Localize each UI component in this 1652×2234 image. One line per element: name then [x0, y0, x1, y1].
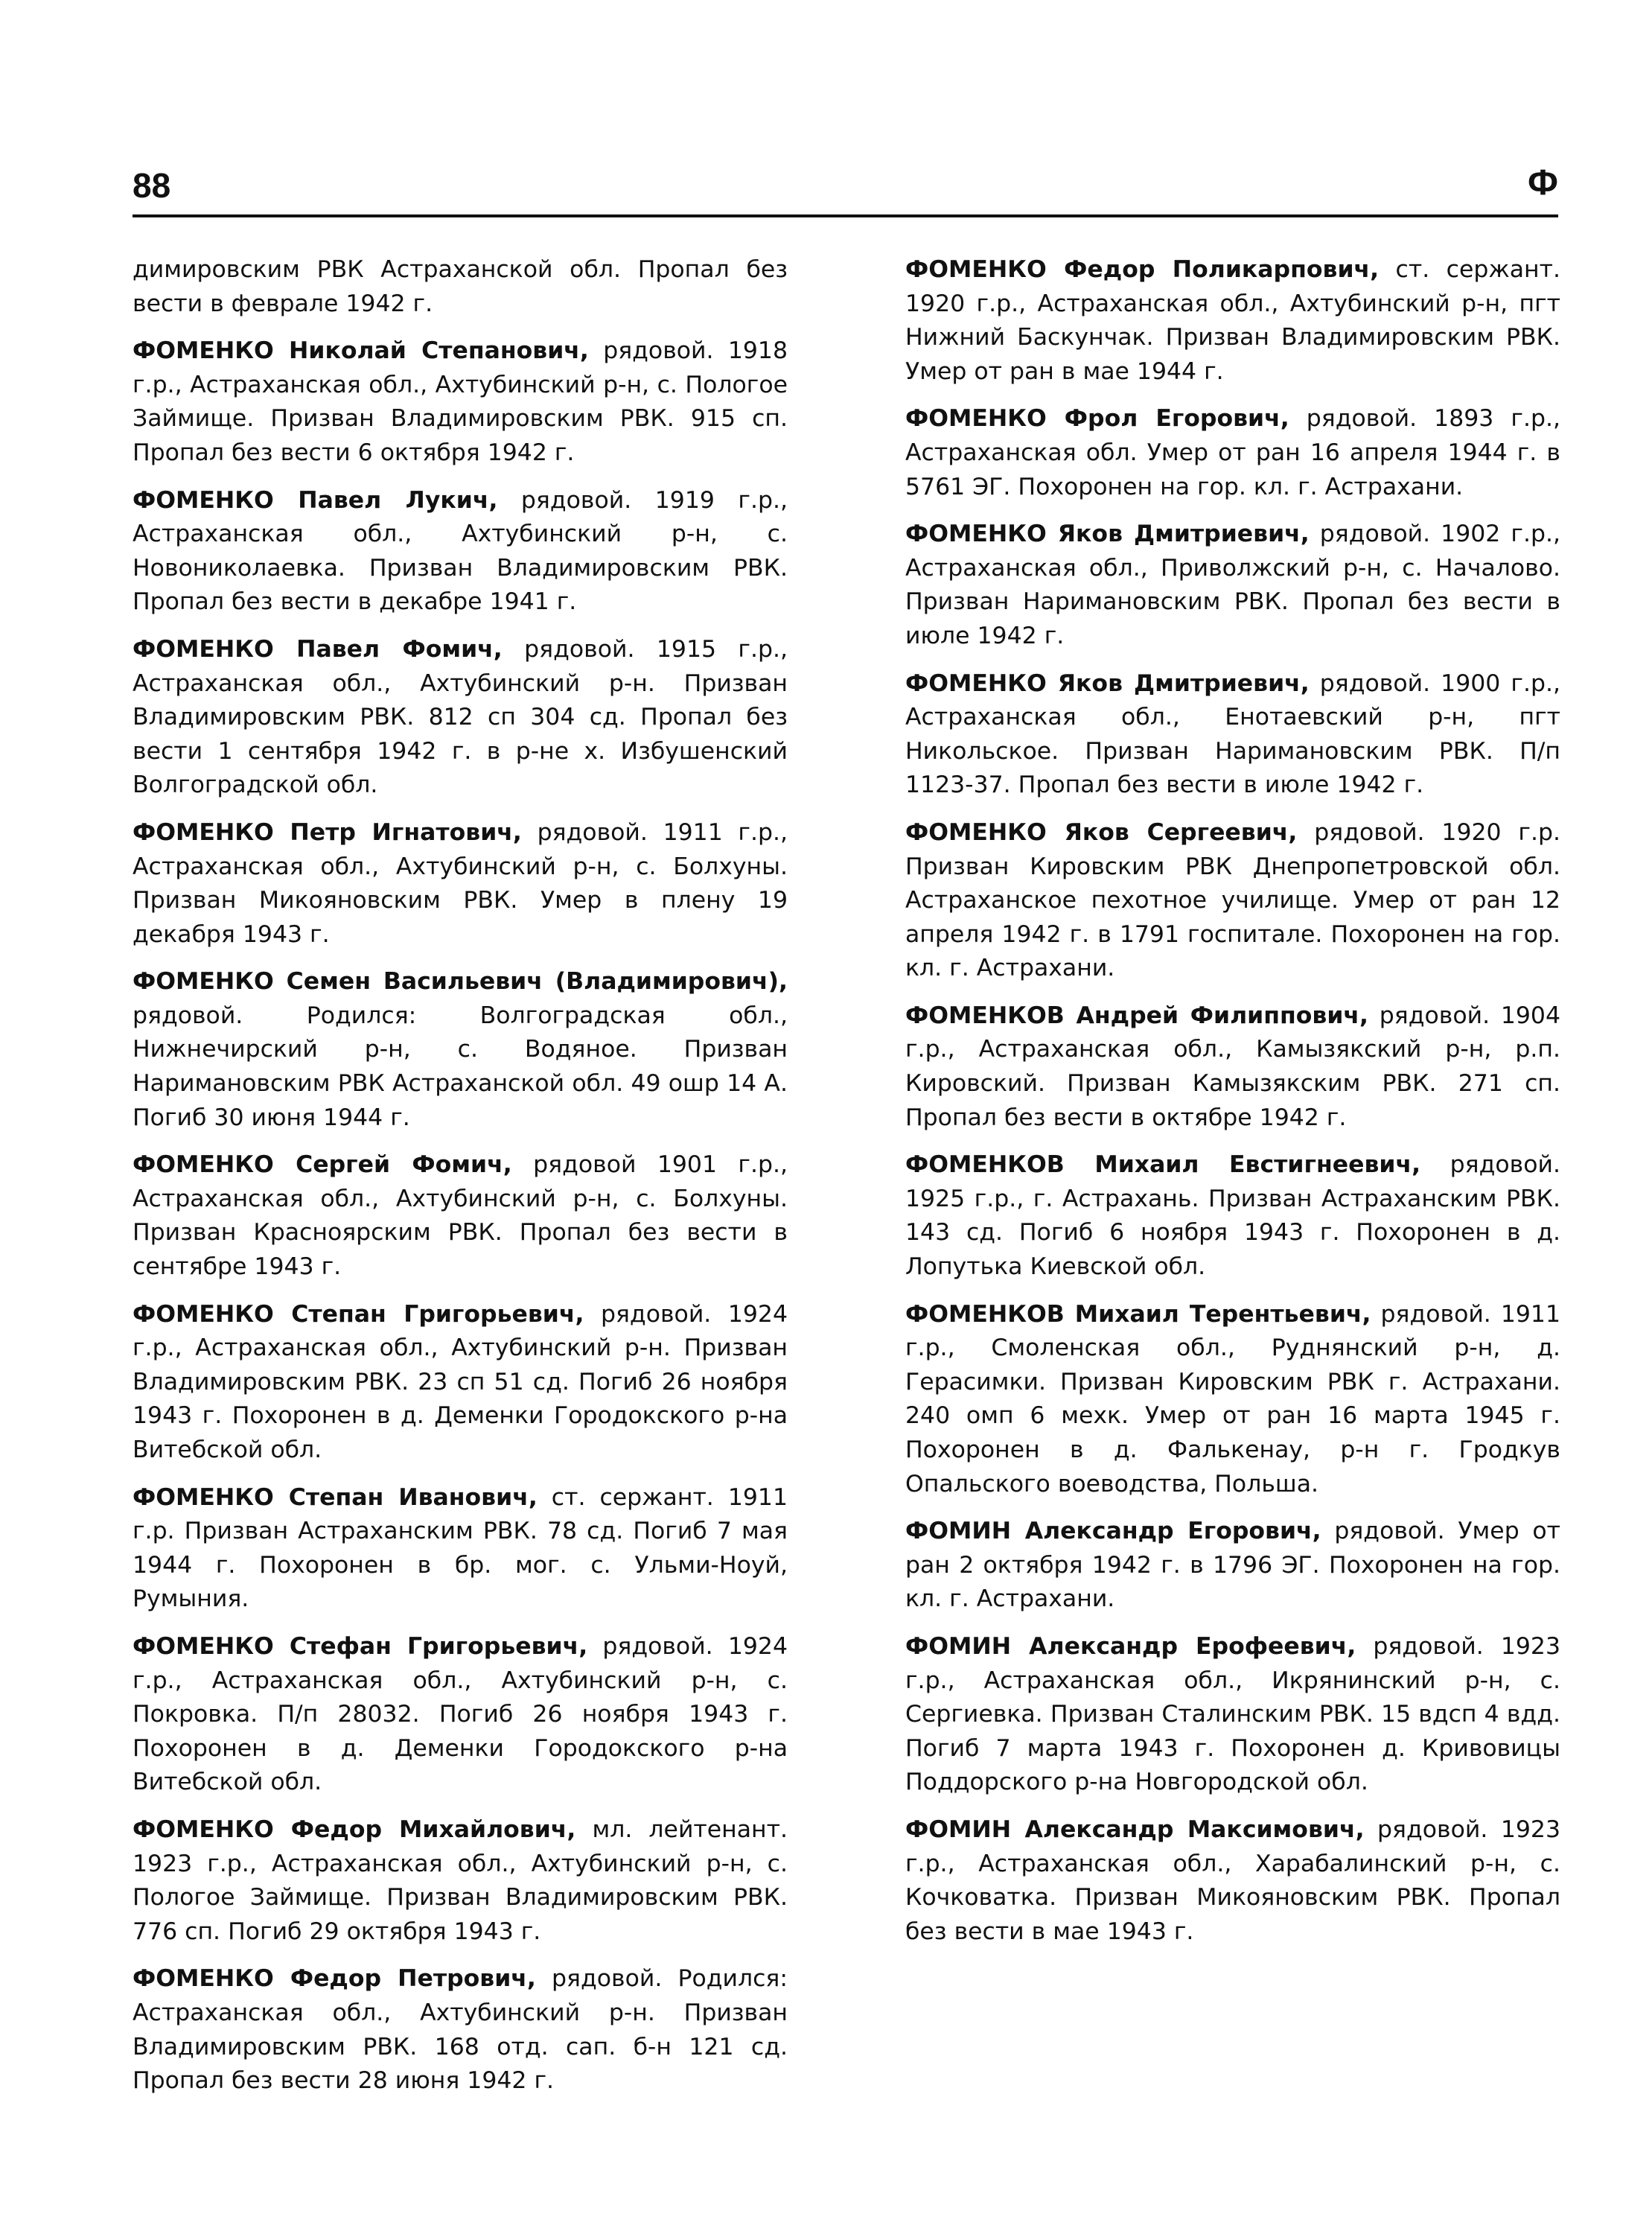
entry	[133, 1148, 788, 1284]
entry	[133, 1298, 788, 1468]
entry	[905, 1515, 1560, 1617]
entry-name: ФОМЕНКО Федор Петрович,	[133, 1965, 536, 1993]
entry	[133, 633, 788, 803]
entry-text: рядовой. 1902 г.р., Астраханская обл., Приволжский р-н, с. Началово. Призван Наримановским РВК. Пропал без вести в июле 1942 г.	[905, 521, 1560, 649]
entry-name: ФОМЕНКО Степан Иванович,	[133, 1483, 538, 1511]
entry-text: мл. лейтенант. 1923 г.р., Астраханская обл., Ахтубинский р-н, с. Пологое Займище. Призван Владимировским РВК. 776 сп. Погиб 29 октября 1943 г.	[133, 1815, 788, 1945]
entry-name: ФОМЕНКО Федор Поликарпович,	[905, 256, 1380, 283]
entry-name: ФОМИН Александр Максимович,	[905, 1815, 1365, 1843]
entry	[133, 1481, 788, 1617]
entry-name: ФОМЕНКО Стефан Григорьевич,	[133, 1632, 588, 1660]
entry	[133, 484, 788, 620]
entry	[905, 816, 1560, 986]
continuation-entry	[133, 253, 788, 321]
entry-text: рядовой. Родился: Астраханская обл., Ахтубинский р-н. Призван Владимировским РВК. 168 отд. сап. б-н 121 сд. Пропал без вести 28 июня 1942 г.	[133, 1965, 788, 2095]
entry-text: ст. сержант. 1911 г.р. Призван Астраханским РВК. 78 сд. Погиб 7 мая 1944 г. Похоронен в бр. мог. с. Ульми-Ноуй, Румыния.	[133, 1483, 788, 1613]
entry-name: ФОМЕНКО Яков Дмитриевич,	[905, 669, 1310, 697]
left-column	[133, 253, 788, 2112]
entry-name: ФОМЕНКОВ Михаил Терентьевич,	[905, 1300, 1371, 1328]
entry-text: рядовой. Родился: Волгоградская обл., Нижнечирский р-н, с. Водяное. Призван Наримановским РВК Астраханской обл. 49 ошр 14 А. Погиб 30 июня 1944 г.	[133, 1002, 788, 1131]
entry-text: рядовой. 1915 г.р., Астраханская обл., Ахтубинский р-н. Призван Владимировским РВК. 812 сп 304 сд. Пропал без вести 1 сентября 1942 г. в р-не х. Избушенский Волгоградской обл.	[133, 635, 788, 799]
entry	[133, 965, 788, 1135]
entry-name: ФОМЕНКО Николай Степанович,	[133, 337, 589, 365]
entry-text: рядовой. 1923 г.р., Астраханская обл., Харабалинский р-н, с. Кочковатка. Призван Микояновским РВК. Пропал без вести в мае 1943 г.	[905, 1815, 1560, 1945]
entry-text: ст. сержант. 1920 г.р., Астраханская обл., Ахтубинский р-н, пгт Нижний Баскунчак. Призван Владимировским РВК. Умер от ран в мае 1944 г.	[905, 256, 1560, 385]
entry-text: рядовой. Умер от ран 2 октября 1942 г. в 1796 ЭГ. Похоронен на гор. кл. г. Астрахани.	[905, 1518, 1560, 1613]
entry	[905, 667, 1560, 803]
section-letter: Ф	[1528, 163, 1558, 203]
entry-name: ФОМЕНКОВ Михаил Евстигнеевич,	[905, 1151, 1421, 1179]
entry-text: димировским РВК Астраханской обл. Пропал без вести в феврале 1942 г.	[133, 256, 788, 317]
entry-text: рядовой. 1919 г.р., Астраханская обл., Ахтубинский р-н, с. Новониколаевка. Призван Владимировским РВК. Пропал без вести в декабре 1941 г.	[133, 486, 788, 616]
entry	[905, 402, 1560, 504]
entry-text: рядовой 1901 г.р., Астраханская обл., Ахтубинский р-н, с. Болхуны. Призван Красноярским РВК. Пропал без вести в сентябре 1943 г.	[133, 1151, 788, 1281]
entry	[133, 1630, 788, 1800]
entry-name: ФОМЕНКО Фрол Егорович,	[905, 405, 1289, 433]
entry	[133, 1962, 788, 2098]
entry	[133, 1813, 788, 1949]
entry-text: рядовой. 1918 г.р., Астраханская обл., Ахтубинский р-н, с. Пологое Займище. Призван Владимировским РВК. 915 сп. Пропал без вести 6 октября 1942 г.	[133, 337, 788, 466]
entry	[905, 253, 1560, 389]
entry-text: рядовой. 1924 г.р., Астраханская обл., Ахтубинский р-н. Призван Владимировским РВК. 23 сп 51 сд. Погиб 26 ноября 1943 г. Похоронен в д. Деменки Городокского р-на Витебской обл.	[133, 1300, 788, 1463]
entry	[905, 1630, 1560, 1800]
entry-text: рядовой. 1925 г.р., г. Астрахань. Призван Астраханским РВК. 143 сд. Погиб 6 ноября 1943 г. Похоронен в д. Лопутька Киевской обл.	[905, 1151, 1560, 1281]
entry	[905, 518, 1560, 653]
entry-text: рядовой. 1911 г.р., Смоленская обл., Руднянский р-н, д. Герасимки. Призван Кировским РВК г. Астрахани. 240 омп 6 мехк. Умер от ран 16 марта 1945 г. Похоронен в д. Фалькенау, р-н г. Гродкув Опальского воеводства, Польша.	[905, 1300, 1560, 1498]
entry-name: ФОМИН Александр Егорович,	[905, 1518, 1321, 1545]
header-rule	[133, 214, 1558, 217]
entry	[905, 1298, 1560, 1502]
entry-name: ФОМЕНКО Петр Игнатович,	[133, 818, 522, 846]
entry-name: ФОМЕНКО Павел Лукич,	[133, 486, 498, 514]
entry-name: ФОМЕНКО Павел Фомич,	[133, 635, 503, 663]
entry-name: ФОМИН Александр Ерофеевич,	[905, 1632, 1356, 1660]
entry-text: рядовой. 1904 г.р., Астраханская обл., Камызякский р-н, р.п. Кировский. Призван Камызякским РВК. 271 сп. Пропал без вести в октябре 1942 г.	[905, 1002, 1561, 1131]
entry-text: рядовой. 1900 г.р., Астраханская обл., Енотаевский р-н, пгт Никольское. Призван Наримановским РВК. П/п 1123-37. Пропал без вести в июле 1942 г.	[905, 669, 1560, 799]
entry-name: ФОМЕНКО Яков Сергеевич,	[905, 818, 1298, 846]
entry-text: рядовой. 1920 г.р. Призван Кировским РВК Днепропетровской обл. Астраханское пехотное училище. Умер от ран 12 апреля 1942 г. в 1791 госпитале. Похоронен на гор. кл. г. Астрахани.	[905, 818, 1561, 982]
entry-text: рядовой. 1911 г.р., Астраханская обл., Ахтубинский р-н, с. Болхуны. Призван Микояновским РВК. Умер в плену 19 декабря 1943 г.	[133, 818, 788, 948]
page-number: 88	[133, 166, 171, 205]
entry-name: ФОМЕНКО Федор Михайлович,	[133, 1815, 576, 1843]
entry	[133, 334, 788, 470]
entry	[905, 1813, 1560, 1949]
entry-name: ФОМЕНКО Семен Васильевич (Владимирович),	[133, 968, 788, 996]
entry	[905, 999, 1560, 1135]
right-column	[905, 253, 1560, 1962]
entry-text: рядовой. 1923 г.р., Астраханская обл., Икрянинский р-н, с. Сергиевка. Призван Сталинским РВК. 15 вдсп 4 вдд. Погиб 7 марта 1943 г. Похоронен д. Кривовицы Поддорского р-на Новгородской обл.	[905, 1632, 1561, 1796]
entry-name: ФОМЕНКОВ Андрей Филиппович,	[905, 1002, 1368, 1029]
entry-name: ФОМЕНКО Сергей Фомич,	[133, 1151, 512, 1179]
entry-name: ФОМЕНКО Степан Григорьевич,	[133, 1300, 584, 1328]
entry	[133, 816, 788, 952]
entry-name: ФОМЕНКО Яков Дмитриевич,	[905, 521, 1310, 548]
entry-text: рядовой. 1924 г.р., Астраханская обл., Ахтубинский р-н, с. Покровка. П/п 28032. Погиб 26 ноября 1943 г. Похоронен в д. Деменки Городокского р-на Витебской обл.	[133, 1632, 788, 1796]
entry-text: рядовой. 1893 г.р., Астраханская обл. Умер от ран 16 апреля 1944 г. в 5761 ЭГ. Похоронен на гор. кл. г. Астрахани.	[905, 405, 1560, 500]
entry	[905, 1148, 1560, 1284]
